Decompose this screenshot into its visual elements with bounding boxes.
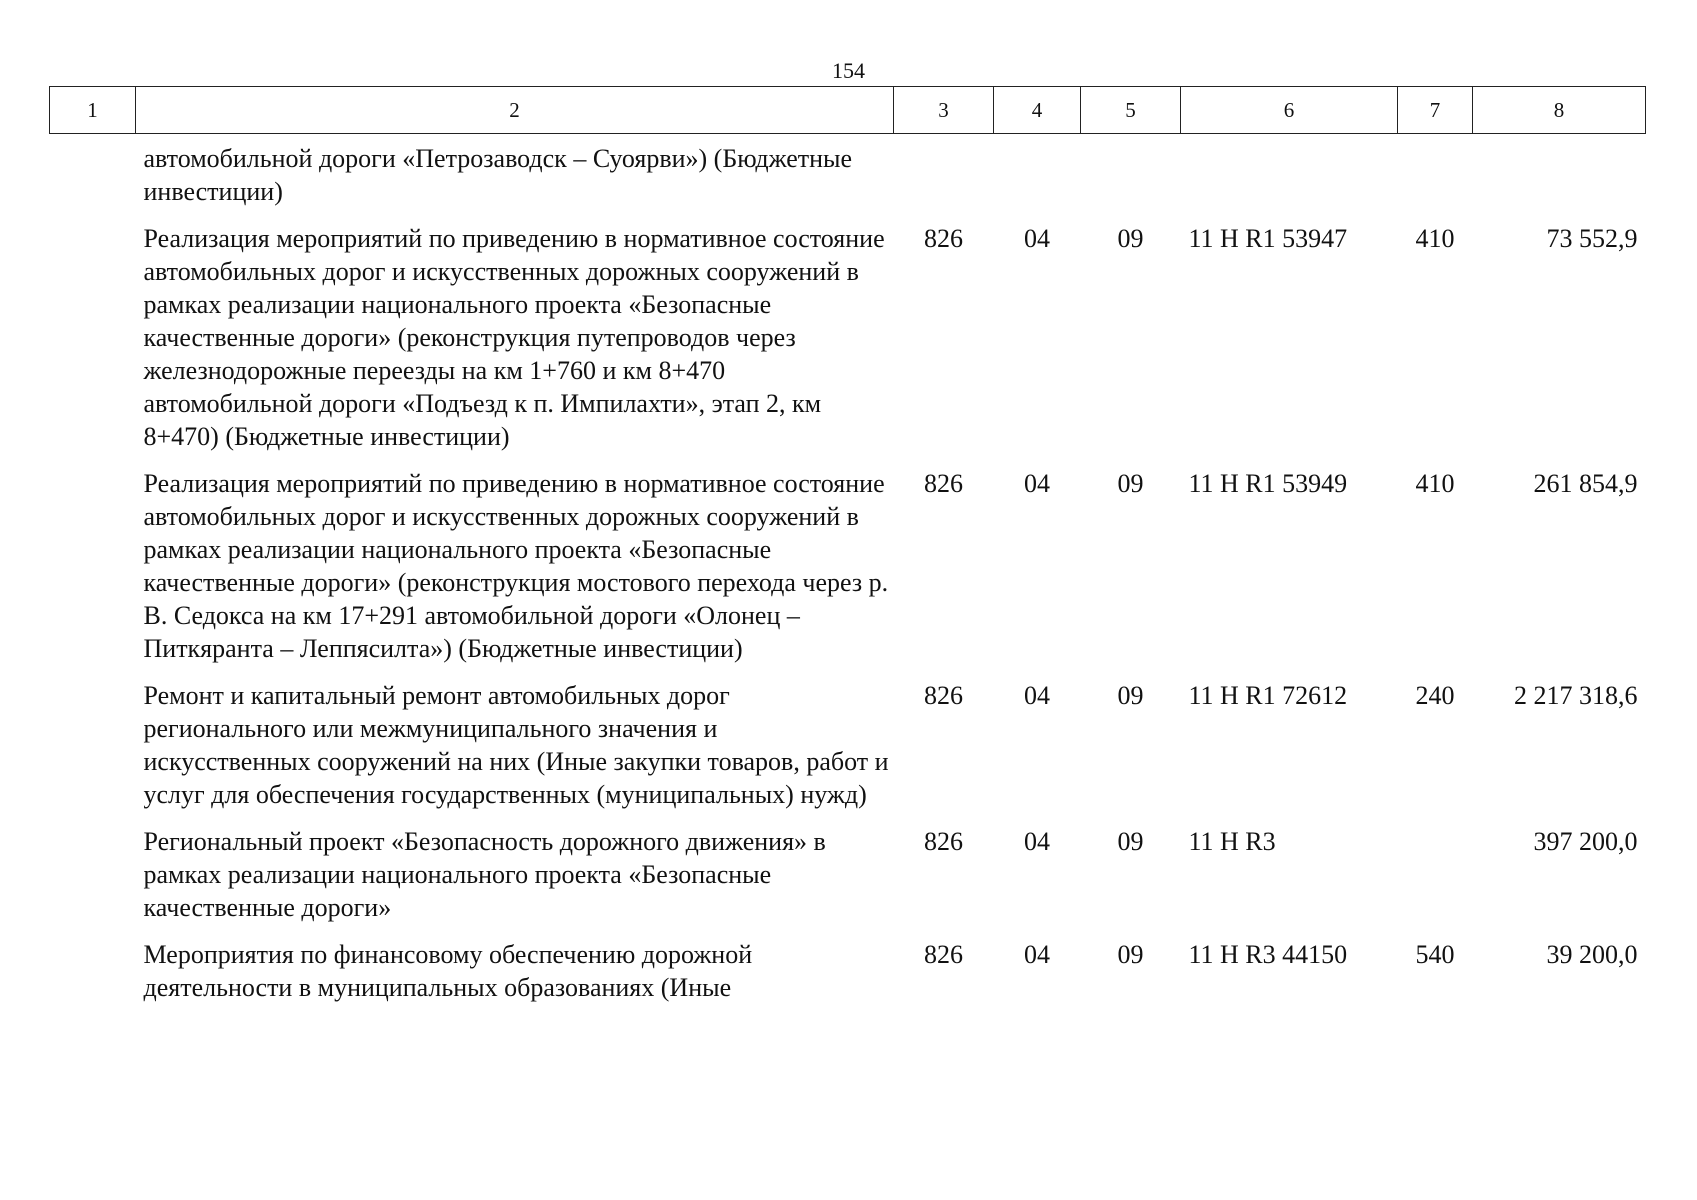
row-expense-type: 410 (1415, 469, 1455, 498)
page-number: 154 (832, 58, 865, 83)
row-target-code: 11 Н R3 (1188, 827, 1276, 856)
row-expense-type (1398, 825, 1473, 938)
header-col-1: 1 (50, 87, 136, 134)
row-number (50, 938, 136, 1004)
header-col-7: 7 (1398, 87, 1473, 134)
row-amount: 261 854,9 (1533, 469, 1638, 498)
row-name: автомобильной дороги «Петрозаводск – Суоярви») (Бюджетные инвестиции) (143, 144, 853, 206)
row-name: Региональный проект «Безопасность дорожного движения» в рамках реализации национального проекта «Безопасные качественные дороги» (143, 827, 826, 922)
row-target-code: 11 Н R1 53949 (1188, 469, 1348, 498)
row-name: Ремонт и капитальный ремонт автомобильных дорог регионального или межмуниципального значения и искусственных сооружений на них (Иные закупки товаров, работ и услуг для обеспечения государственных (муниципальных) нужд) (143, 681, 889, 809)
table-row (50, 679, 1646, 825)
row-target-code: 11 Н R3 44150 (1188, 940, 1348, 969)
table-row (50, 825, 1646, 938)
row-expense-type: 240 (1415, 681, 1455, 710)
row-subsection: 09 (1117, 940, 1144, 969)
row-number (50, 222, 136, 467)
table-row (50, 134, 1646, 223)
row-name: Реализация мероприятий по приведению в нормативное состояние автомобильных дорог и искусственных дорожных сооружений в рамках реализации национального проекта «Безопасные качественные дороги» (реконструкция путепроводов через железнодорожные переезды на км 1+760 и км 8+470 автомобильной дороги «Подъезд к п. Импилахти», этап 2, км 8+470) (Бюджетные инвестиции) (143, 224, 885, 451)
row-section: 04 (1024, 827, 1050, 856)
table-row (50, 467, 1646, 679)
row-number (50, 679, 136, 825)
budget-table (49, 86, 1646, 1004)
row-expense-type: 540 (1415, 940, 1455, 969)
row-grbs: 826 (924, 940, 963, 969)
row-number (50, 467, 136, 679)
row-amount: 73 552,9 (1546, 224, 1638, 253)
row-amount: 2 217 318,6 (1514, 681, 1638, 710)
row-section (994, 134, 1081, 223)
row-grbs: 826 (924, 469, 963, 498)
row-name: Реализация мероприятий по приведению в нормативное состояние автомобильных дорог и искусственных дорожных сооружений в рамках реализации национального проекта «Безопасные качественные дороги» (реконструкция мостового перехода через р. В. Седокса на км 17+291 автомобильной дороги «Олонец – Питкяранта – Леппясилта») (Бюджетные инвестиции) (143, 469, 889, 663)
row-grbs: 826 (924, 827, 963, 856)
header-col-6: 6 (1181, 87, 1398, 134)
row-expense-type (1398, 134, 1473, 223)
row-grbs: 826 (924, 681, 963, 710)
row-grbs (894, 134, 994, 223)
header-col-8: 8 (1473, 87, 1646, 134)
header-col-3: 3 (894, 87, 994, 134)
row-target-code (1181, 134, 1398, 223)
row-expense-type: 410 (1415, 224, 1455, 253)
table-row (50, 222, 1646, 467)
row-section: 04 (1024, 469, 1050, 498)
row-name: Мероприятия по финансовому обеспечению дорожной деятельности в муниципальных образованиях (Иные (143, 940, 753, 1002)
row-number (50, 134, 136, 223)
header-col-2: 2 (136, 87, 894, 134)
table-row (50, 938, 1646, 1004)
row-section: 04 (1024, 224, 1050, 253)
table-header-row (50, 87, 1646, 134)
row-subsection (1081, 134, 1181, 223)
row-subsection: 09 (1117, 681, 1144, 710)
row-section: 04 (1024, 940, 1050, 969)
row-target-code: 11 Н R1 72612 (1188, 681, 1348, 710)
row-grbs: 826 (924, 224, 963, 253)
row-number (50, 825, 136, 938)
row-subsection: 09 (1117, 469, 1144, 498)
row-amount (1473, 134, 1646, 223)
header-col-5: 5 (1081, 87, 1181, 134)
row-target-code: 11 Н R1 53947 (1188, 224, 1348, 253)
row-subsection: 09 (1117, 827, 1144, 856)
row-section: 04 (1024, 681, 1050, 710)
header-col-4: 4 (994, 87, 1081, 134)
row-amount: 39 200,0 (1546, 940, 1638, 969)
row-subsection: 09 (1117, 224, 1144, 253)
row-amount: 397 200,0 (1533, 827, 1638, 856)
